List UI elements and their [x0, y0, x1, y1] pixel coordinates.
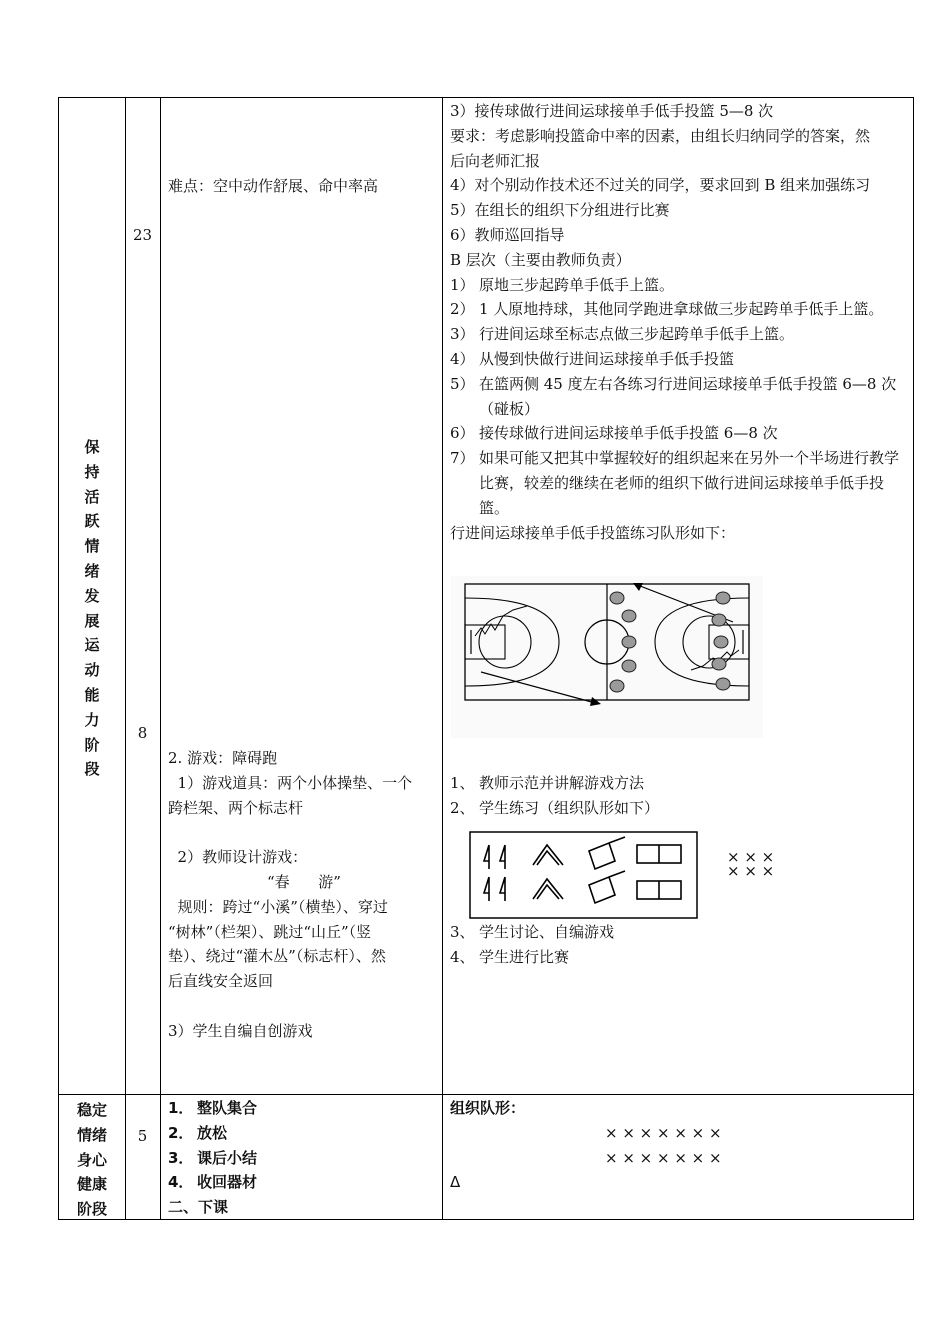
student-formation — [727, 850, 774, 878]
player-marker — [622, 660, 636, 672]
stage-line: 情绪 — [76, 1125, 107, 1144]
game-line: “树林”（栏架）、跳过“山丘”（竖 — [168, 922, 372, 941]
game-line: 2）教师设计游戏： — [168, 848, 308, 867]
stage-line: 稳定 — [76, 1101, 107, 1119]
player-marker — [712, 658, 726, 670]
court-diagram — [451, 576, 763, 738]
list-item — [450, 421, 912, 446]
list-item — [450, 920, 912, 945]
game-name: “春 游” — [267, 872, 341, 891]
list-item — [168, 1121, 440, 1146]
hurdle-icon — [533, 879, 563, 899]
list-marker: 5） — [450, 374, 475, 393]
lesson-plan-table — [58, 97, 914, 1220]
list-text: 如果可能又把其中掌握较好的组织起来在另外一个半场进行教学比赛，较差的继续在老师的组织下做行进间运球接单手低手投篮。 — [479, 449, 900, 517]
list-text: 教师示范并讲解游戏方法 — [479, 774, 645, 792]
stage-char: 跃 — [84, 512, 100, 531]
row-divider — [59, 1094, 913, 1095]
marker-pole-icon — [500, 877, 505, 901]
list-text: 放松 — [197, 1123, 228, 1142]
game-line: 垫）、绕过“灌木丛”（标志杆）、然 — [168, 947, 386, 966]
column-divider — [160, 98, 161, 1219]
player-marker — [622, 636, 636, 648]
difficulty-text: 难点：空中动作舒展、命中率高 — [168, 177, 379, 195]
list-marker: 3、 — [450, 923, 475, 941]
marker-pole-icon — [484, 877, 489, 901]
mat-vertical-icon — [589, 871, 625, 903]
list-marker: 2、 — [450, 798, 475, 817]
list-marker: 6） — [450, 424, 475, 443]
formation-caption: 行进间运球接单手低手投篮练习队形如下： — [450, 523, 736, 542]
org-line: 后向老师汇报 — [450, 151, 541, 170]
stage-char: 运 — [84, 636, 100, 655]
list-item — [450, 322, 912, 347]
stage-char: 情 — [84, 537, 100, 556]
list-text: 整队集合 — [197, 1099, 258, 1117]
marker-pole-icon — [484, 845, 489, 869]
hurdle-icon — [533, 845, 563, 865]
game-line: 1）游戏道具：两个小体操垫、一个 — [168, 773, 413, 792]
list-marker: 1． — [168, 1099, 194, 1117]
org-line: 6）教师巡回指导 — [450, 225, 565, 244]
list-item — [450, 372, 912, 422]
list-text: 从慢到快做行进间运球接单手低手投篮 — [479, 349, 735, 368]
column-divider — [125, 98, 126, 1219]
player-marker — [714, 636, 728, 648]
stage-line: 阶段 — [76, 1200, 107, 1219]
list-text: 原地三步起跨单手低手上篮。 — [479, 275, 675, 294]
stage-line: 身心 — [76, 1150, 107, 1169]
closing-content — [168, 1096, 440, 1220]
list-marker: 2． — [168, 1123, 194, 1142]
stage-char: 发 — [84, 586, 100, 605]
player-marker — [610, 592, 624, 604]
list-text: 课后小结 — [197, 1148, 258, 1167]
column-divider — [442, 98, 443, 1219]
stage-char: 活 — [84, 487, 100, 506]
player-marker — [716, 678, 730, 690]
stage-char: 持 — [84, 462, 100, 481]
list-marker: 2） — [450, 300, 475, 319]
organization-section — [450, 99, 912, 545]
stage-label-calm — [59, 1098, 125, 1222]
stage-char: 动 — [84, 661, 100, 680]
list-text: 接传球做行进间运球接单手低手投篮 6—8 次 — [479, 424, 778, 443]
hurdle-icon — [537, 885, 559, 899]
game-line: 跨栏架、两个标志杆 — [168, 798, 304, 817]
stage-char: 力 — [84, 710, 100, 729]
list-text: 学生练习（组织队形如下） — [479, 798, 660, 817]
list-marker: 3． — [168, 1148, 194, 1167]
game-line: 后直线安全返回 — [168, 972, 274, 991]
game-line — [168, 820, 440, 845]
list-text: 1 人原地持球，其他同学跑进拿球做三步起跨单手低手上篮。 — [479, 300, 884, 319]
list-item — [168, 1096, 440, 1121]
list-item — [168, 1146, 440, 1171]
formation-title: 组织队形： — [450, 1099, 526, 1117]
list-item — [450, 945, 912, 970]
game-line: 规则：跨过“小溪”（横垫）、穿过 — [168, 897, 388, 916]
game-line: 3）学生自编自创游戏 — [168, 1021, 313, 1040]
cross-row: × × × — [727, 862, 775, 880]
player-marker — [610, 680, 624, 692]
cross-row: × × × — [727, 848, 775, 866]
org-line: 4）对个别动作技术还不过关的同学，要求回到 B 组来加强练习 — [450, 176, 871, 195]
marker-pole-icon — [500, 845, 505, 869]
player-marker — [716, 592, 730, 604]
game-title: 2. 游戏：障碍跑 — [168, 749, 278, 767]
list-marker: 4． — [168, 1173, 194, 1192]
list-item — [450, 297, 912, 322]
time-value: 5 — [137, 1127, 148, 1145]
obstacle-row-bottom — [484, 871, 681, 903]
list-marker: 1） — [450, 275, 475, 294]
org-line: 3）接传球做行进间运球接单手低手投篮 5—8 次 — [450, 102, 774, 120]
game-line — [168, 994, 440, 1019]
stage-char: 绪 — [84, 561, 100, 580]
list-item — [450, 273, 912, 298]
list-text: 学生进行比赛 — [479, 947, 570, 966]
stage-char: 阶 — [84, 735, 100, 754]
game-section — [168, 746, 440, 1044]
list-item — [450, 446, 912, 520]
time-value: 8 — [137, 724, 148, 742]
stage-char: 能 — [84, 685, 100, 704]
dismissal-text: 二、下课 — [168, 1198, 229, 1217]
game-steps — [450, 771, 912, 821]
list-text: 学生讨论、自编游戏 — [479, 923, 615, 941]
list-text: 在篮两侧 45 度左右各练习行进间运球接单手低手投篮 6—8 次（碰板） — [479, 374, 897, 418]
closing-formation — [450, 1096, 912, 1195]
list-text: 收回器材 — [197, 1173, 258, 1192]
list-marker: 4） — [450, 349, 475, 368]
list-marker: 7） — [450, 449, 475, 468]
list-marker: 1、 — [450, 774, 475, 792]
time-value: 23 — [132, 226, 153, 244]
stage-char: 展 — [84, 611, 100, 630]
obstacle-course-diagram — [469, 831, 699, 921]
list-text: 行进间运球至标志点做三步起跨单手低手上篮。 — [479, 325, 795, 344]
stage-line: 健康 — [76, 1175, 107, 1194]
list-marker: 4、 — [450, 947, 475, 966]
obstacle-row-top — [484, 837, 681, 869]
list-item — [168, 1170, 440, 1195]
stage-label-active — [59, 435, 125, 782]
game-steps — [450, 920, 912, 970]
player-marker — [622, 610, 636, 622]
list-item — [450, 347, 912, 372]
list-marker: 3） — [450, 325, 475, 344]
teacher-marker: Δ — [450, 1173, 461, 1192]
mat-vertical-icon — [589, 837, 625, 869]
stage-char: 段 — [84, 760, 100, 779]
list-item — [450, 771, 912, 796]
player-marker — [712, 614, 726, 626]
org-line: 5）在组长的组织下分组进行比赛 — [450, 201, 670, 220]
org-line: 要求：考虑影响投篮命中率的因素，由组长归纳同学的答案，然 — [450, 126, 871, 145]
hurdle-icon — [537, 851, 559, 865]
cross-row: × × × × × × × — [605, 1123, 722, 1142]
org-line: B 层次（主要由教师负责） — [450, 250, 631, 269]
cross-row: × × × × × × × — [605, 1148, 722, 1167]
stage-char: 保 — [84, 438, 100, 456]
list-item — [450, 796, 912, 821]
